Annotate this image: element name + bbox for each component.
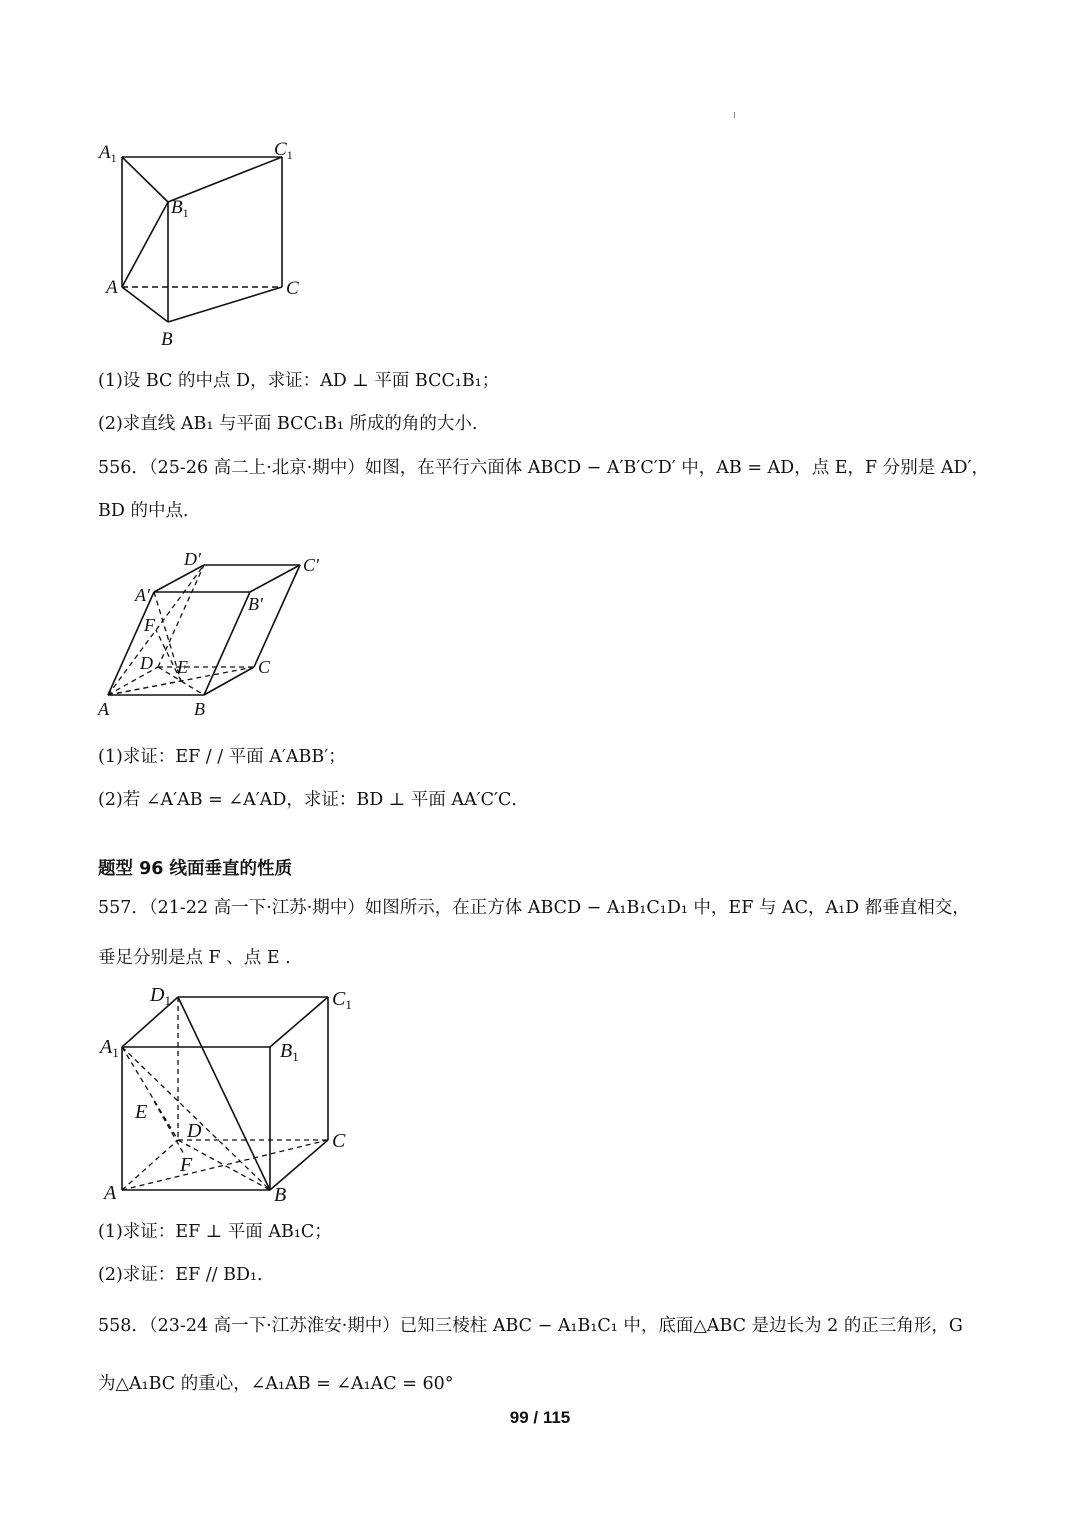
- q555-part1: (1)设 BC 的中点 D，求证：AD ⊥ 平面 BCC₁B₁；: [98, 371, 500, 391]
- label-B-prime: B′: [248, 594, 263, 614]
- q555-part2: (2)求直线 AB₁ 与平面 BCC₁B₁ 所成的角的大小.: [98, 414, 478, 434]
- q556-statement-line1: 556．（25-26 高二上·北京·期中）如图，在平行六面体 ABCD − A′B′C′D′ 中，AB = AD，点 E，F 分别是 AD′，: [98, 458, 989, 478]
- q558-statement-line1: 558．（23-24 高一下·江苏淮安·期中）已知三棱柱 ABC − A₁B₁C₁ 中，底面△ABC 是边长为 2 的正三角形，G: [98, 1316, 963, 1336]
- label-A: A: [104, 1182, 117, 1204]
- label-E: E: [177, 657, 188, 677]
- figure-cube-557: [90, 975, 380, 1215]
- label-A1: $A_1$: [100, 1036, 119, 1060]
- label-E: E: [135, 1101, 148, 1123]
- section-heading: 题型 96 线面垂直的性质: [98, 859, 293, 879]
- label-A1: $A_1$: [99, 142, 117, 165]
- label-D1: $D_1$: [150, 984, 171, 1008]
- label-B: B: [194, 699, 205, 719]
- label-B: B: [274, 1184, 287, 1206]
- label-C: C: [258, 657, 271, 677]
- label-D: D: [140, 653, 153, 673]
- q558-statement-line2: 为△A₁BC 的重心，∠A₁AB = ∠A₁AC = 60°: [98, 1374, 454, 1394]
- label-C1: $C_1$: [274, 139, 293, 162]
- label-B: B: [161, 329, 173, 350]
- label-F: F: [180, 1154, 193, 1176]
- label-B1: $B_1$: [280, 1040, 299, 1064]
- page-number: 99 / 115: [509, 1408, 571, 1427]
- figure-parallelepiped-556: [90, 545, 350, 725]
- margin-tick-mark: [734, 112, 735, 118]
- figure-prism-555: [90, 130, 350, 350]
- label-C: C: [332, 1130, 346, 1152]
- label-D: D: [187, 1120, 202, 1142]
- q557-part1: (1)求证：EF ⊥ 平面 AB₁C；: [98, 1222, 332, 1242]
- label-B1: $B_1$: [171, 197, 189, 220]
- q556-part2: (2)若 ∠A′AB = ∠A′AD，求证：BD ⊥ 平面 AA′C′C．: [98, 790, 529, 810]
- q557-statement-line1: 557．（21-22 高一下·江苏·期中）如图所示，在正方体 ABCD − A₁B₁C₁D₁ 中，EF 与 AC，A₁D 都垂直相交，: [98, 898, 970, 918]
- label-C: C: [286, 278, 299, 299]
- label-A: A: [106, 277, 118, 298]
- label-A-prime: A′: [135, 585, 150, 605]
- label-C1: $C_1$: [332, 988, 352, 1012]
- label-F: F: [144, 615, 155, 635]
- q557-part2: (2)求证：EF // BD₁.: [98, 1265, 263, 1285]
- label-D-prime: D′: [184, 549, 201, 569]
- label-A: A: [98, 699, 109, 719]
- label-C-prime: C′: [303, 555, 319, 575]
- q556-part1: (1)求证：EF / / 平面 A′ABB′；: [98, 747, 346, 767]
- q557-statement-line2: 垂足分别是点 F 、点 E .: [98, 948, 291, 968]
- q556-statement-line2: BD 的中点．: [98, 501, 201, 521]
